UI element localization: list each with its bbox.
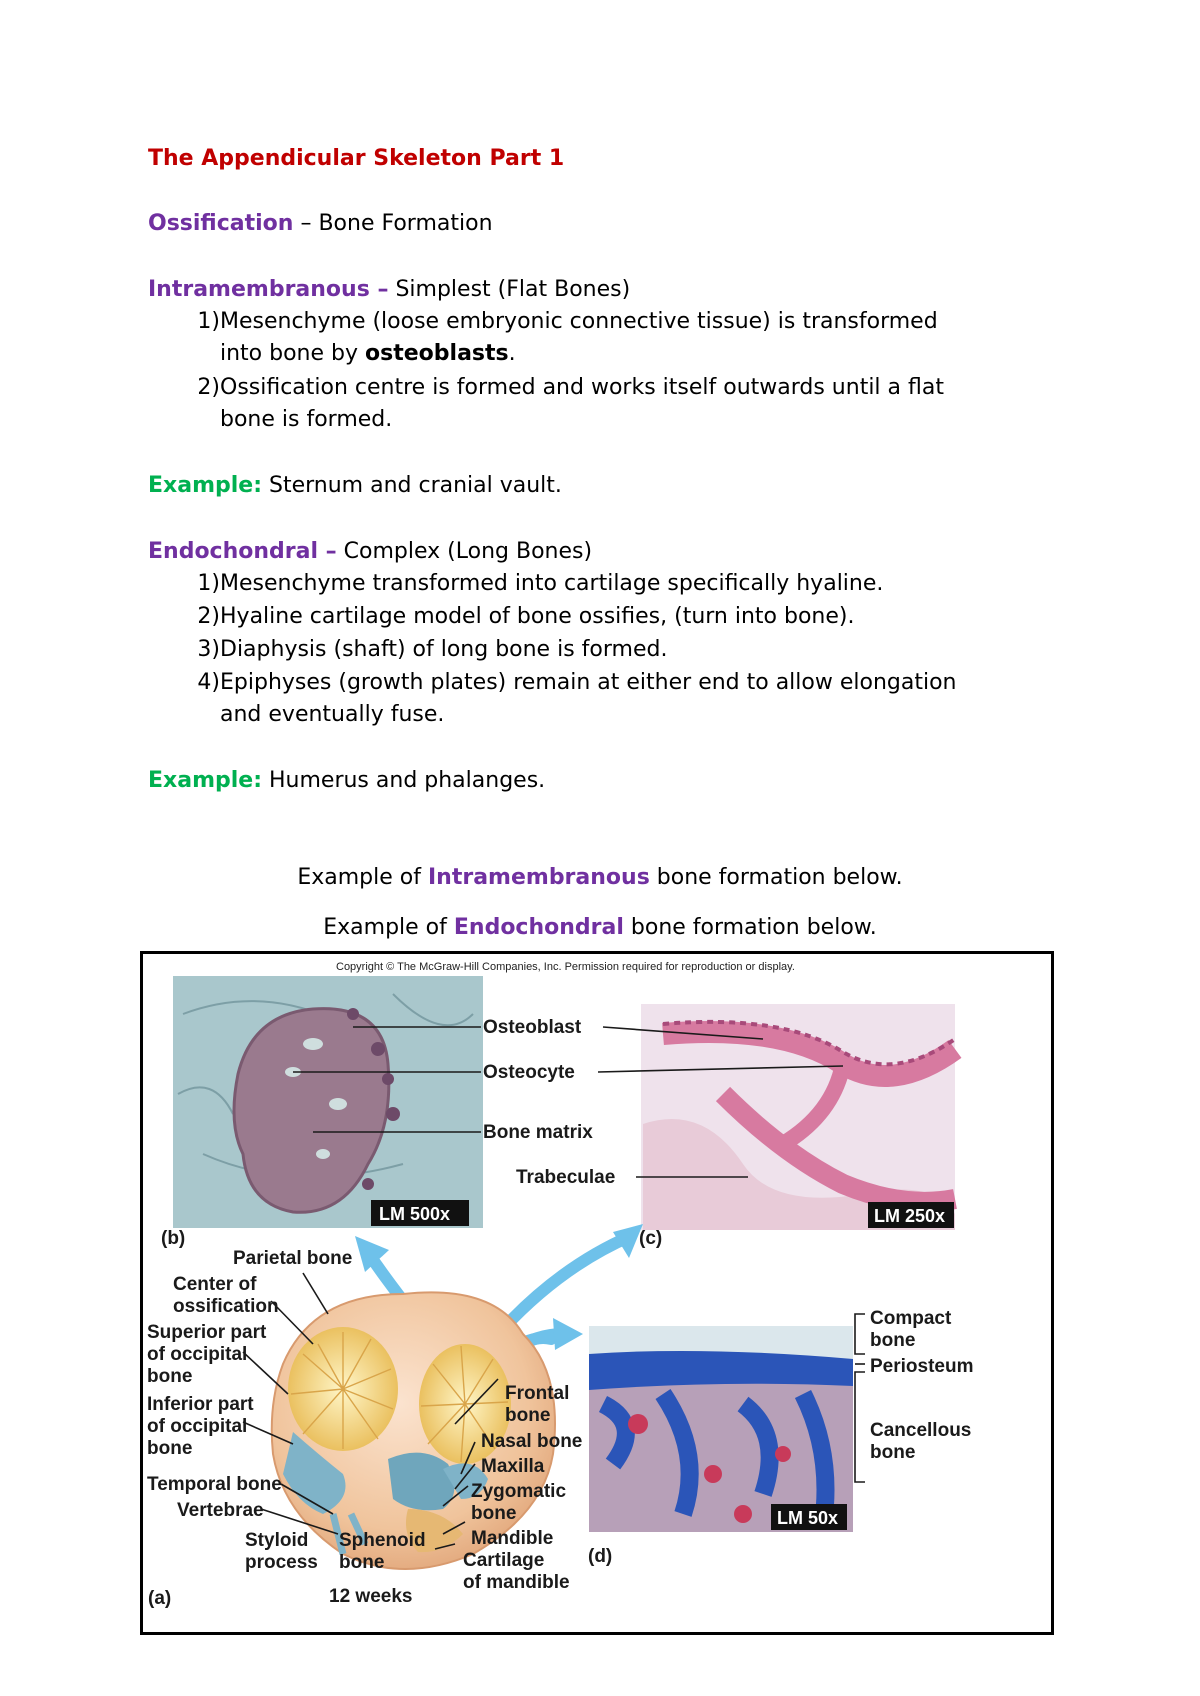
- list-number: 1): [197, 571, 220, 596]
- ossification-line: [148, 208, 493, 240]
- endochondral-definition: Complex (Long Bones): [336, 539, 593, 564]
- example-label: Example:: [148, 768, 262, 793]
- label-sphenoid: Sphenoid: [339, 1530, 426, 1551]
- endochondral-heading: [148, 536, 592, 568]
- label-inferior-occipital: of occipital: [147, 1416, 248, 1437]
- figure-illustration: [143, 954, 1051, 1632]
- label-age: 12 weeks: [329, 1586, 413, 1607]
- list-item: [180, 667, 1080, 731]
- list-text: Mesenchyme transformed into cartilage specifically hyaline.: [220, 571, 884, 596]
- label-osteoblast: Osteoblast: [483, 1017, 582, 1038]
- caption-endochondral: Example of Endochondral bone formation below.: [323, 915, 877, 940]
- caption-term: Endochondral: [453, 915, 624, 940]
- list-item: [180, 568, 1080, 600]
- intramembranous-definition: Simplest (Flat Bones): [388, 277, 631, 302]
- magnification-label: LM 500x: [379, 1204, 451, 1224]
- label-vertebrae: Vertebrae: [177, 1500, 264, 1521]
- label-compact-bone: Compact: [870, 1308, 952, 1329]
- label-frontal: bone: [505, 1405, 551, 1426]
- label-mandible: Mandible: [471, 1528, 554, 1549]
- bone-formation-figure: [140, 951, 1054, 1635]
- label-styloid: Styloid: [245, 1530, 309, 1551]
- arrow-head: [553, 1318, 583, 1350]
- panel-label-b: (b): [161, 1228, 186, 1249]
- list-item: [180, 306, 1080, 370]
- label-inferior-occipital: bone: [147, 1438, 193, 1459]
- copyright-text: Copyright © The McGraw-Hill Companies, Inc. Permission required for reproduction or display.: [336, 961, 795, 973]
- micrograph-c: [641, 1004, 955, 1230]
- label-superior-occipital: Superior part: [147, 1322, 267, 1343]
- label-sphenoid: bone: [339, 1552, 385, 1573]
- list-number: 2): [197, 375, 220, 400]
- example-text: Sternum and cranial vault.: [262, 473, 562, 498]
- ossification-definition: – Bone Formation: [293, 211, 493, 236]
- example-text: Humerus and phalanges.: [262, 768, 546, 793]
- label-zygomatic: Zygomatic: [471, 1481, 567, 1502]
- label-center: Center of: [173, 1274, 257, 1295]
- label-cartilage: Cartilage: [463, 1550, 545, 1571]
- list-number: 3): [197, 637, 220, 662]
- list-number: 1): [197, 309, 220, 334]
- caption-intramembranous: Example of Intramembranous bone formation below.: [297, 865, 903, 890]
- micrograph-d: [589, 1326, 853, 1532]
- intramembranous-term: Intramembranous –: [148, 277, 389, 302]
- list-text: Mesenchyme (loose embryonic connective tissue) is transformed: [220, 309, 938, 334]
- page-title: The Appendicular Skeleton Part 1: [148, 146, 565, 171]
- magnification-label: LM 250x: [874, 1206, 946, 1226]
- label-osteocyte: Osteocyte: [483, 1062, 575, 1083]
- label-frontal: Frontal: [505, 1383, 570, 1404]
- micrograph-b: [173, 976, 483, 1228]
- label-zygomatic: bone: [471, 1503, 517, 1524]
- endochondral-term: Endochondral –: [148, 539, 337, 564]
- list-text: Epiphyses (growth plates) remain at either end to allow elongation: [220, 670, 957, 695]
- label-superior-occipital: bone: [147, 1366, 193, 1387]
- label-periosteum: Periosteum: [870, 1356, 974, 1377]
- ossification-term: Ossification: [148, 211, 294, 236]
- list-text-continued: into bone by osteoblasts.: [220, 341, 516, 366]
- label-nasal: Nasal bone: [481, 1431, 583, 1452]
- label-styloid: process: [245, 1552, 318, 1573]
- label-inferior-occipital: Inferior part: [147, 1394, 254, 1415]
- list-text: Hyaline cartilage model of bone ossifies, (turn into bone).: [220, 604, 855, 629]
- label-compact-bone: bone: [870, 1330, 916, 1351]
- intramembranous-heading: [148, 274, 630, 306]
- list-number: 4): [197, 670, 220, 695]
- list-text-continued: bone is formed.: [220, 407, 393, 432]
- list-text: Ossification centre is formed and works itself outwards until a flat: [220, 375, 944, 400]
- label-superior-occipital: of occipital: [147, 1344, 248, 1365]
- magnification-label: LM 50x: [777, 1508, 839, 1528]
- example-label: Example:: [148, 473, 262, 498]
- list-text-continued: and eventually fuse.: [220, 702, 445, 727]
- label-center: ossification: [173, 1296, 279, 1317]
- osteoblasts-term: osteoblasts: [365, 341, 509, 366]
- panel-label-c: (c): [639, 1228, 663, 1249]
- label-cancellous-bone: Cancellous: [870, 1420, 972, 1441]
- list-item: [180, 601, 1080, 633]
- list-text: Diaphysis (shaft) of long bone is formed.: [220, 637, 668, 662]
- panel-label-a: (a): [148, 1588, 172, 1609]
- label-trabeculae: Trabeculae: [516, 1167, 616, 1188]
- label-temporal: Temporal bone: [147, 1474, 282, 1495]
- label-maxilla: Maxilla: [481, 1456, 545, 1477]
- example-line: [148, 765, 545, 797]
- list-item: [180, 372, 1080, 436]
- list-item: [180, 634, 1080, 666]
- panel-label-d: (d): [588, 1546, 613, 1567]
- example-line: [148, 470, 562, 502]
- label-parietal: Parietal bone: [233, 1248, 353, 1269]
- label-cartilage: of mandible: [463, 1572, 570, 1593]
- label-cancellous-bone: bone: [870, 1442, 916, 1463]
- label-bone-matrix: Bone matrix: [483, 1122, 593, 1143]
- list-number: 2): [197, 604, 220, 629]
- caption-term: Intramembranous: [427, 865, 650, 890]
